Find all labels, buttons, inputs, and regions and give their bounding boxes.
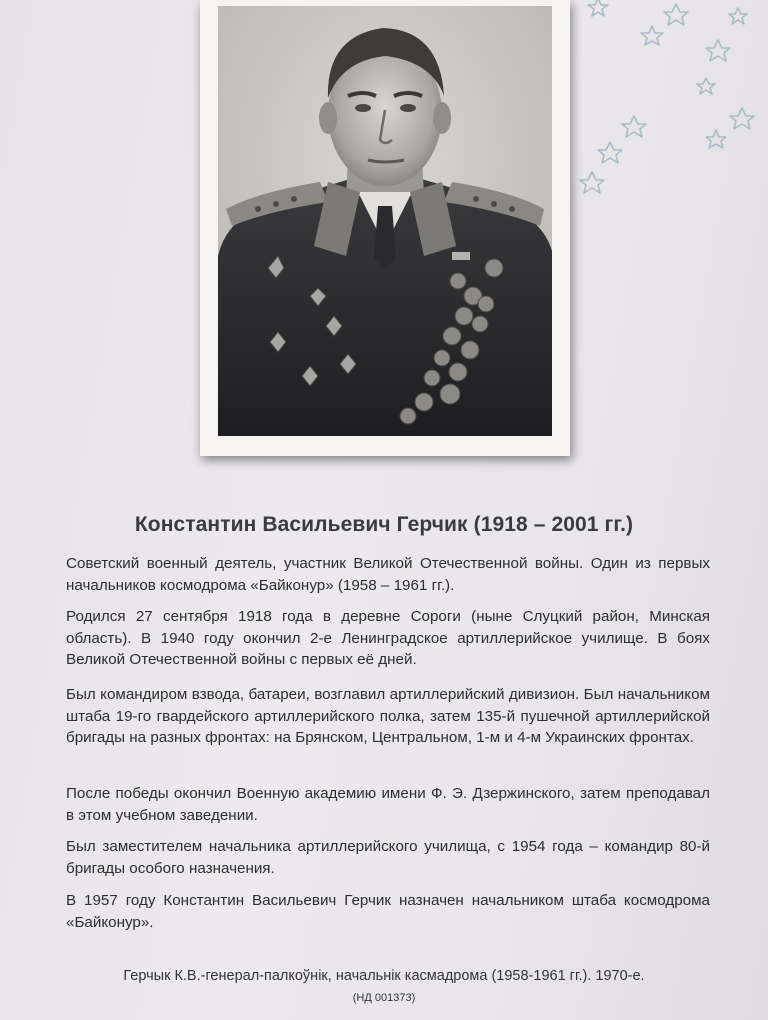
catalog-number: (НД 001373) <box>352 992 416 1004</box>
paragraph-4: После победы окончил Военную академию имени Ф. Э. Дзержинского, затем преподавал в этом учебном заведении. <box>66 785 710 824</box>
paragraph-6: В 1957 году Константин Васильевич Герчик назначен начальником штаба космодрома «Байконур». <box>66 892 710 931</box>
decorative-stars <box>560 0 768 220</box>
star-icon <box>598 142 622 163</box>
paragraph-2: Родился 27 сентября 1918 года в деревне Сороги (ныне Слуцкий район, Минская область). В 1940 году окончил 2-е Ленинградское артиллерийское училище. В боях Великой Отечественной войны с первых её дней. <box>66 608 710 668</box>
star-icon <box>729 8 747 24</box>
paragraph-1: Советский военный деятель, участник Великой Отечественной войны. Один из первых начальников космодрома «Байконур» (1958 – 1961 гг.). <box>66 555 710 594</box>
document-heading: Константин Васильевич Герчик (1918 – 2001 гг.) <box>134 513 634 536</box>
photo-caption: Герчык К.В.-генерал-палкоўнік, начальнік касмадрома (1958-1961 гг.). 1970-е. <box>123 968 645 984</box>
photo-frame <box>200 0 570 456</box>
star-icon <box>697 78 715 94</box>
star-icon <box>588 0 608 16</box>
star-icon <box>580 172 604 193</box>
star-icon <box>730 108 754 129</box>
star-icon <box>664 4 688 25</box>
star-icon <box>622 116 646 137</box>
portrait-illustration <box>218 6 552 436</box>
star-icon <box>706 130 726 148</box>
paragraph-3: Был командиром взвода, батареи, возглавил артиллерийский дивизион. Был начальником штаба 19-го гвардейского артиллерийского полка, затем 135-й пушечной артиллерийской бригады на разных фронтах: на Брянском, Центральном, 1-м и 4-м Украинских фронтах. <box>66 686 710 746</box>
star-icon <box>641 26 663 45</box>
paragraph-5: Был заместителем начальника артиллерийского училища, с 1954 года – командир 80-й бригады особого назначения. <box>66 838 710 877</box>
portrait-photo <box>218 6 552 436</box>
star-icon <box>706 40 730 61</box>
